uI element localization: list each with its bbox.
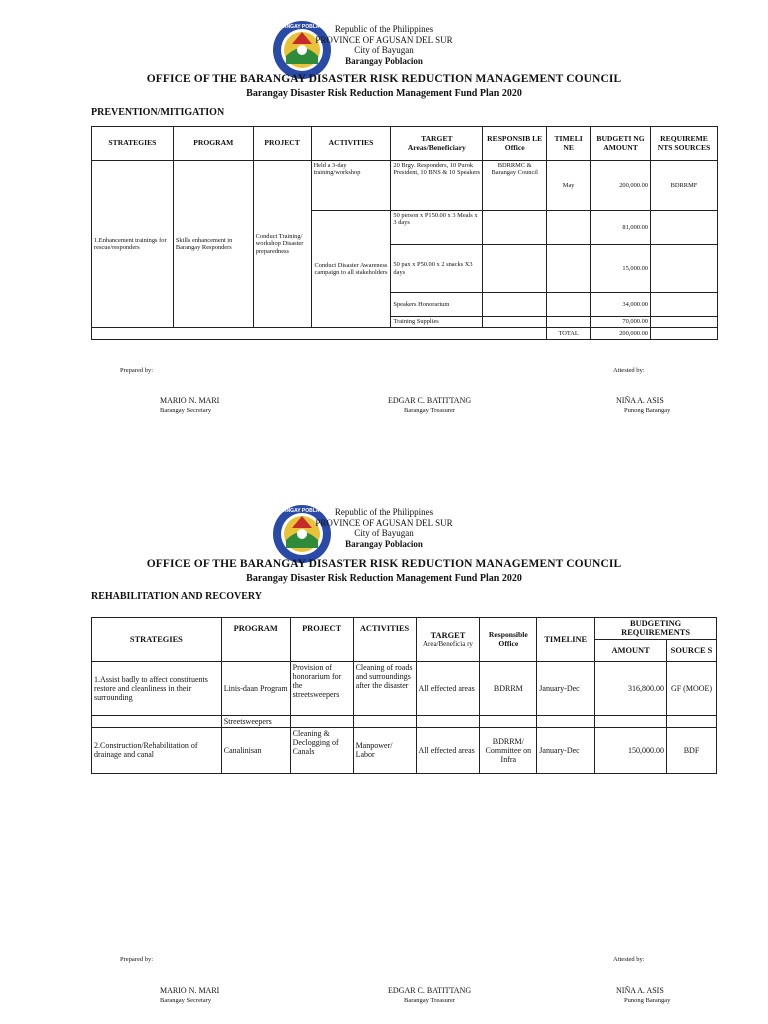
signatory-punong-barangay <box>616 396 670 416</box>
republic-line: Republic of the Philippines <box>334 507 434 517</box>
signatory-name: NIÑA A. ASIS <box>616 396 664 405</box>
col-program: PROGRAM <box>221 618 290 662</box>
plan-title: Barangay Disaster Risk Reduction Management Fund Plan 2020 <box>246 88 522 99</box>
target-cell: 20 Brgy. Responders, 10 Purok President, 10 BNS & 10 Speakers <box>391 161 483 211</box>
prevention-table <box>91 126 718 340</box>
svg-text:BARANGAY POBLACION: BARANGAY POBLACION <box>272 508 332 514</box>
office-title: OFFICE OF THE BARANGAY DISASTER RISK REDUCTION MANAGEMENT COUNCIL <box>146 558 622 570</box>
col-responsible: RESPONSIB LE Office <box>483 127 547 161</box>
total-amount: 200,000.00 <box>591 328 651 340</box>
program-cell: Linis-daan Program <box>221 661 290 715</box>
col-requirements: REQUIREME NTS SOURCES <box>650 127 717 161</box>
table-row <box>92 161 718 211</box>
table-row <box>92 727 717 773</box>
col-strategies: STRATEGIES <box>92 127 174 161</box>
col-project: PROJECT <box>253 127 311 161</box>
col-amount: AMOUNT <box>595 639 667 661</box>
source-cell: GF (MOOE) <box>667 661 717 715</box>
barangay-line: Barangay Poblacion <box>345 55 423 66</box>
republic-line: Republic of the Philippines <box>334 24 434 34</box>
timeline-cell: January-Dec <box>537 727 595 773</box>
activities-cell: Cleaning of roads and surroundings after the disaster <box>353 661 416 715</box>
col-target: TARGET Areas/Beneficiary <box>391 127 483 161</box>
signatory-treasurer <box>388 986 471 1006</box>
signatory-name: MARIO N. MARI <box>160 396 220 405</box>
amount-cell: 15,000.00 <box>591 245 651 293</box>
responsible-cell: BDRRM <box>480 661 537 715</box>
program-cell: Skills enhancement in Barangay Responders <box>173 161 253 328</box>
col-timeline: TIMELI NE <box>547 127 591 161</box>
target-cell: All effected areas <box>416 661 480 715</box>
section-title: PREVENTION/MITIGATION <box>91 107 225 118</box>
signatory-title: Barangay Treasurer <box>404 407 456 414</box>
section-title: REHABILITATION AND RECOVERY <box>91 591 262 602</box>
prepared-by-label: Prepared by: <box>120 367 154 374</box>
col-program: PROGRAM <box>173 127 253 161</box>
city-line: City of Bayugan <box>354 45 414 55</box>
letterhead <box>0 507 768 549</box>
col-target-sub: Area/Beneficia ry <box>422 640 473 649</box>
province-line: PROVINCE OF AGUSAN DEL SUR <box>315 34 453 45</box>
signatory-name: NIÑA A. ASIS <box>616 986 664 995</box>
header-row <box>92 127 718 161</box>
activity-cell: Held a 3-day training/workshop <box>311 161 391 211</box>
signatory-name: EDGAR C. BATITTANG <box>388 986 472 995</box>
amount-cell: 200,000.00 <box>591 161 651 211</box>
header-row <box>92 618 717 640</box>
total-label: TOTAL <box>547 328 591 340</box>
project-cell: Provision of honorarium for the streetsweepers <box>290 661 353 715</box>
signatory-punong-barangay <box>616 986 670 1006</box>
project-cell: Cleaning & Declogging of Canals <box>290 727 353 773</box>
signatory-title: Punong Barangay <box>624 407 671 414</box>
col-budgeting: BUDGETING REQUIREMENTS <box>595 618 717 640</box>
timeline-cell: May <box>547 161 591 211</box>
target-cell: All effected areas <box>416 727 480 773</box>
project-cell: Conduct Training/ workshop Disaster preparedness <box>253 161 311 328</box>
target-cell: Training Supplies <box>391 317 483 328</box>
table-row <box>92 715 717 727</box>
activities-cell: Manpower/ Labor <box>353 727 416 773</box>
program-cell: Streetsweepers <box>221 715 290 727</box>
target-cell: Speakers Honorarium <box>391 293 483 317</box>
signatory-secretary <box>160 396 219 416</box>
col-budgeting: BUDGETI NG AMOUNT <box>591 127 651 161</box>
amount-cell: 70,000.00 <box>591 317 651 328</box>
signatory-name: MARIO N. MARI <box>160 986 220 995</box>
timeline-cell: January-Dec <box>537 661 595 715</box>
table-row <box>92 661 717 715</box>
program-cell: Canalinisan <box>221 727 290 773</box>
plan-title: Barangay Disaster Risk Reduction Management Fund Plan 2020 <box>246 573 522 584</box>
svg-text:BARANGAY POBLACION: BARANGAY POBLACION <box>272 24 332 30</box>
rehabilitation-table <box>91 617 717 774</box>
strategy-cell: 1.Assist badly to affect constituents restore and cleanliness in their surrounding <box>92 661 222 715</box>
attested-by-label: Attested by: <box>613 367 645 374</box>
barangay-line: Barangay Poblacion <box>345 538 423 549</box>
amount-cell: 81,000.00 <box>591 211 651 245</box>
target-cell: 50 person x P150.00 x 3 Meals x 3 days <box>391 211 483 245</box>
col-sources: SOURCE S <box>667 639 717 661</box>
col-target <box>416 618 480 662</box>
city-line: City of Bayugan <box>354 528 414 538</box>
signatory-treasurer <box>388 396 471 416</box>
office-title: OFFICE OF THE BARANGAY DISASTER RISK REDUCTION MANAGEMENT COUNCIL <box>146 73 622 85</box>
total-row <box>92 328 718 340</box>
col-project: PROJECT <box>290 618 353 662</box>
prepared-by-label: Prepared by: <box>120 956 154 963</box>
signatory-title: Punong Barangay <box>624 997 671 1004</box>
source-cell: BDRRMF <box>650 161 717 211</box>
responsible-cell: BDRRMC & Barangay Council <box>483 161 547 211</box>
amount-cell: 150,000.00 <box>595 727 667 773</box>
amount-cell: 34,000.00 <box>591 293 651 317</box>
source-cell: BDF <box>667 727 717 773</box>
amount-cell: 316,800.00 <box>595 661 667 715</box>
attested-by-label: Attested by: <box>613 956 645 963</box>
signatory-name: EDGAR C. BATITTANG <box>388 396 472 405</box>
strategy-cell: 2.Construction/Rehabilitation of drainage and canal <box>92 727 222 773</box>
signatory-title: Barangay Secretary <box>160 997 212 1004</box>
signatory-title: Barangay Treasurer <box>404 997 456 1004</box>
responsible-cell: BDRRM/ Committee on Infra <box>480 727 537 773</box>
col-target-title: TARGET <box>430 630 466 640</box>
col-timeline: TIMELINE <box>537 618 595 662</box>
col-strategies: STRATEGIES <box>92 618 222 662</box>
signatory-title: Barangay Secretary <box>160 407 212 414</box>
strategy-cell: 1.Enhancement trainings for rescue/responders <box>92 161 174 328</box>
col-activities: ACTIVITIES <box>311 127 391 161</box>
signatory-secretary <box>160 986 219 1006</box>
col-responsible: Responsible Office <box>480 618 537 662</box>
letterhead <box>0 24 768 66</box>
province-line: PROVINCE OF AGUSAN DEL SUR <box>315 517 453 528</box>
target-cell: 50 pax x P50.00 x 2 snacks X3 days <box>391 245 483 293</box>
activity-cell: Conduct Disaster Awareness campaign to all stakeholders <box>311 211 391 328</box>
col-activities: ACTIVITIES <box>353 618 416 662</box>
